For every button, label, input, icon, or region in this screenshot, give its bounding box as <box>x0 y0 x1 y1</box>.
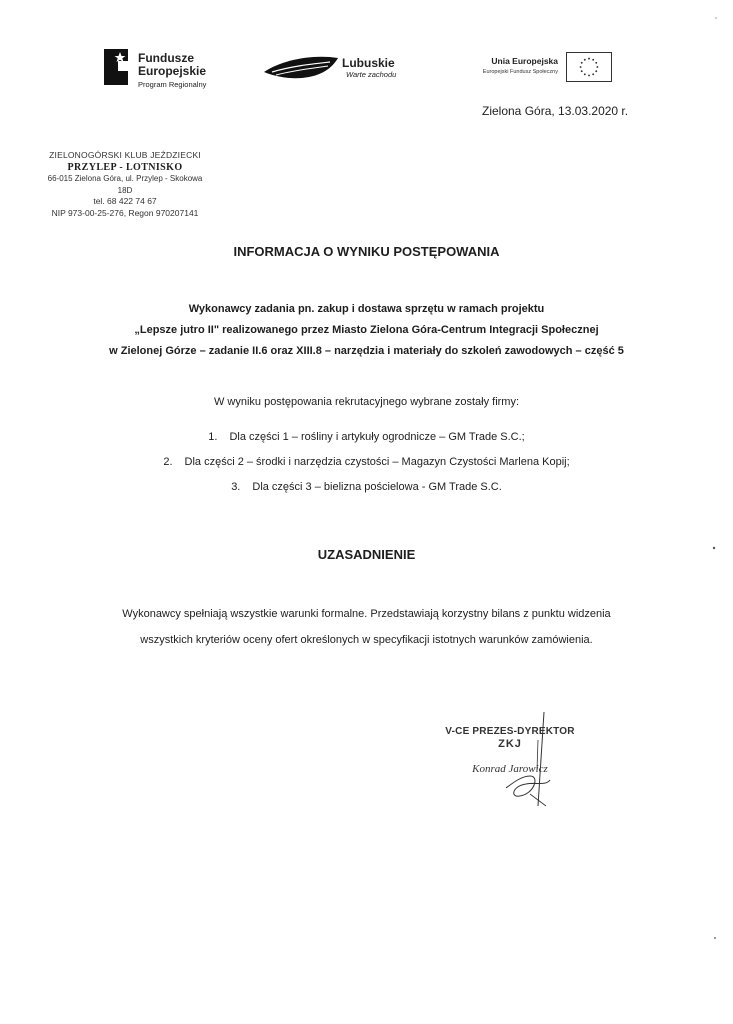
lubuskie-line1: Lubuskie <box>342 56 395 70</box>
sender-line2: PRZYLEP - LOTNISKO <box>67 161 183 173</box>
sender-address: 66-015 Zielona Góra, ul. Przylep - Skokowa 18D <box>47 174 203 195</box>
fe-line3: Program Regionalny <box>138 80 207 89</box>
justification-line: Wykonawcy spełniają wszystkie warunki formalne. Przedstawiają korzystny bilans z punktu widzenia <box>122 608 611 620</box>
intro-line: Wykonawcy zadania pn. zakup i dostawa sprzętu w ramach projektu <box>188 303 545 315</box>
list-item-number: 2. <box>163 456 173 468</box>
lead-text: W wyniku postępowania rekrutacyjnego wybrane zostały firmy: <box>213 396 520 408</box>
section-title: UZASADNIENIE <box>317 547 416 562</box>
sender-line1: ZIELONOGÓRSKI KLUB JEŹDZIECKI <box>49 150 201 160</box>
lubuskie-line2: Warte zachodu <box>346 70 397 79</box>
justification-line: wszystkich kryteriów oceny ofert określonych w specyfikacji istotnych warunków zamówienia. <box>140 634 593 646</box>
list-item-number: 1. <box>208 431 218 443</box>
document-title: INFORMACJA O WYNIKU POSTĘPOWANIA <box>233 244 500 259</box>
eu-line1: Unia Europejska <box>491 56 558 66</box>
intro-line: w Zielonej Górze – zadanie II.6 oraz XIII.8 – narzędzia i materiały do szkoleń zawodowych – część 5 <box>109 345 624 357</box>
intro-line: „Lepsze jutro II" realizowanego przez Miasto Zielona Góra-Centrum Integracji Społecznej <box>134 324 599 336</box>
stamp-position: V-CE PREZES-DYREKTOR <box>445 726 575 737</box>
stamp-org: ZKJ <box>498 738 522 750</box>
eu-line2: Europejski Fundusz Społeczny <box>482 69 558 75</box>
fe-line1: Fundusze <box>138 51 194 65</box>
list-item-text: Dla części 3 – bielizna pościelowa - GM Trade S.C. <box>252 481 502 493</box>
stamp-name: Konrad Jarowicz <box>472 763 548 775</box>
fe-line2: Europejskie <box>138 64 207 78</box>
sender-ids: NIP 973-00-25-276, Regon 970207141 <box>51 207 199 218</box>
list-item-number: 3. <box>231 481 241 493</box>
sender-phone: tel. 68 422 74 67 <box>93 196 157 206</box>
document-date: Zielona Góra, 13.03.2020 r. <box>482 104 629 118</box>
list-item-text: Dla części 2 – środki i narzędzia czystości – Magazyn Czystości Marlena Kopij; <box>184 456 570 468</box>
list-item-text: Dla części 1 – rośliny i artykuły ogrodnicze – GM Trade S.C.; <box>229 431 525 443</box>
